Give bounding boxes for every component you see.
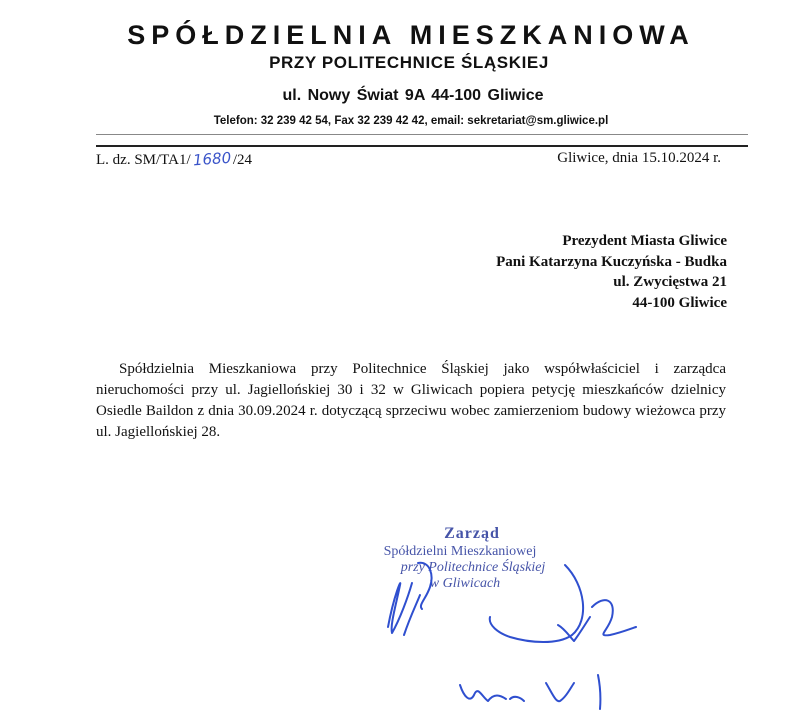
reference-suffix: /24 — [232, 152, 252, 168]
recipient-block — [496, 231, 727, 313]
reference-handwritten-number: 1680 — [192, 148, 232, 170]
letterhead-rule-thin — [96, 134, 748, 135]
recipient-line: 44-100 Gliwice — [632, 294, 727, 311]
organization-name: SPÓŁDZIELNIA MIESZKANIOWA — [127, 20, 695, 50]
handwritten-signature-icon — [360, 525, 680, 710]
recipient-line: ul. Zwycięstwa 21 — [613, 274, 727, 290]
organization-contact: Telefon: 32 239 42 54, Fax 32 239 42 42, email: sekretariat@sm.gliwice.pl — [213, 115, 609, 127]
date-line: Gliwice, dnia 15.10.2024 r. — [557, 150, 721, 166]
stamp-line: w Gliwicach — [429, 576, 501, 591]
recipient-line: Prezydent Miasta Gliwice — [562, 233, 727, 249]
letterhead — [0, 0, 810, 150]
letter-body: Spółdzielnia Mieszkaniowa przy Politechnice Śląskiej jako współwłaściciel i zarządca nieruchomości przy ul. Jagiellońskiej 30 i 32 w Gliwicach popiera petycję mieszkańców dzielnicy Osiedle Baildon z dnia 30.09.2024 r. dotyczącą sprzeciwu wobec zamierzeniom budowy wieżowca przy ul. Jagiellońskiej 28. — [96, 361, 726, 440]
stamp-line: Spółdzielni Mieszkaniowej — [383, 544, 537, 559]
letterhead-rule-thick — [96, 145, 748, 147]
recipient-line: Pani Katarzyna Kuczyńska - Budka — [496, 253, 727, 270]
stamp-title: Zarząd — [444, 525, 500, 542]
reference-prefix: L. dz. SM/TA1/ — [96, 152, 191, 168]
reference-number — [96, 150, 252, 169]
signature-area — [360, 525, 680, 710]
organization-subtitle: PRZY POLITECHNICE ŚLĄSKIEJ — [269, 53, 549, 72]
stamp-line: przy Politechnice Śląskiej — [400, 560, 546, 575]
organization-address: ul. Nowy Świat 9A 44-100 Gliwice — [282, 87, 544, 104]
